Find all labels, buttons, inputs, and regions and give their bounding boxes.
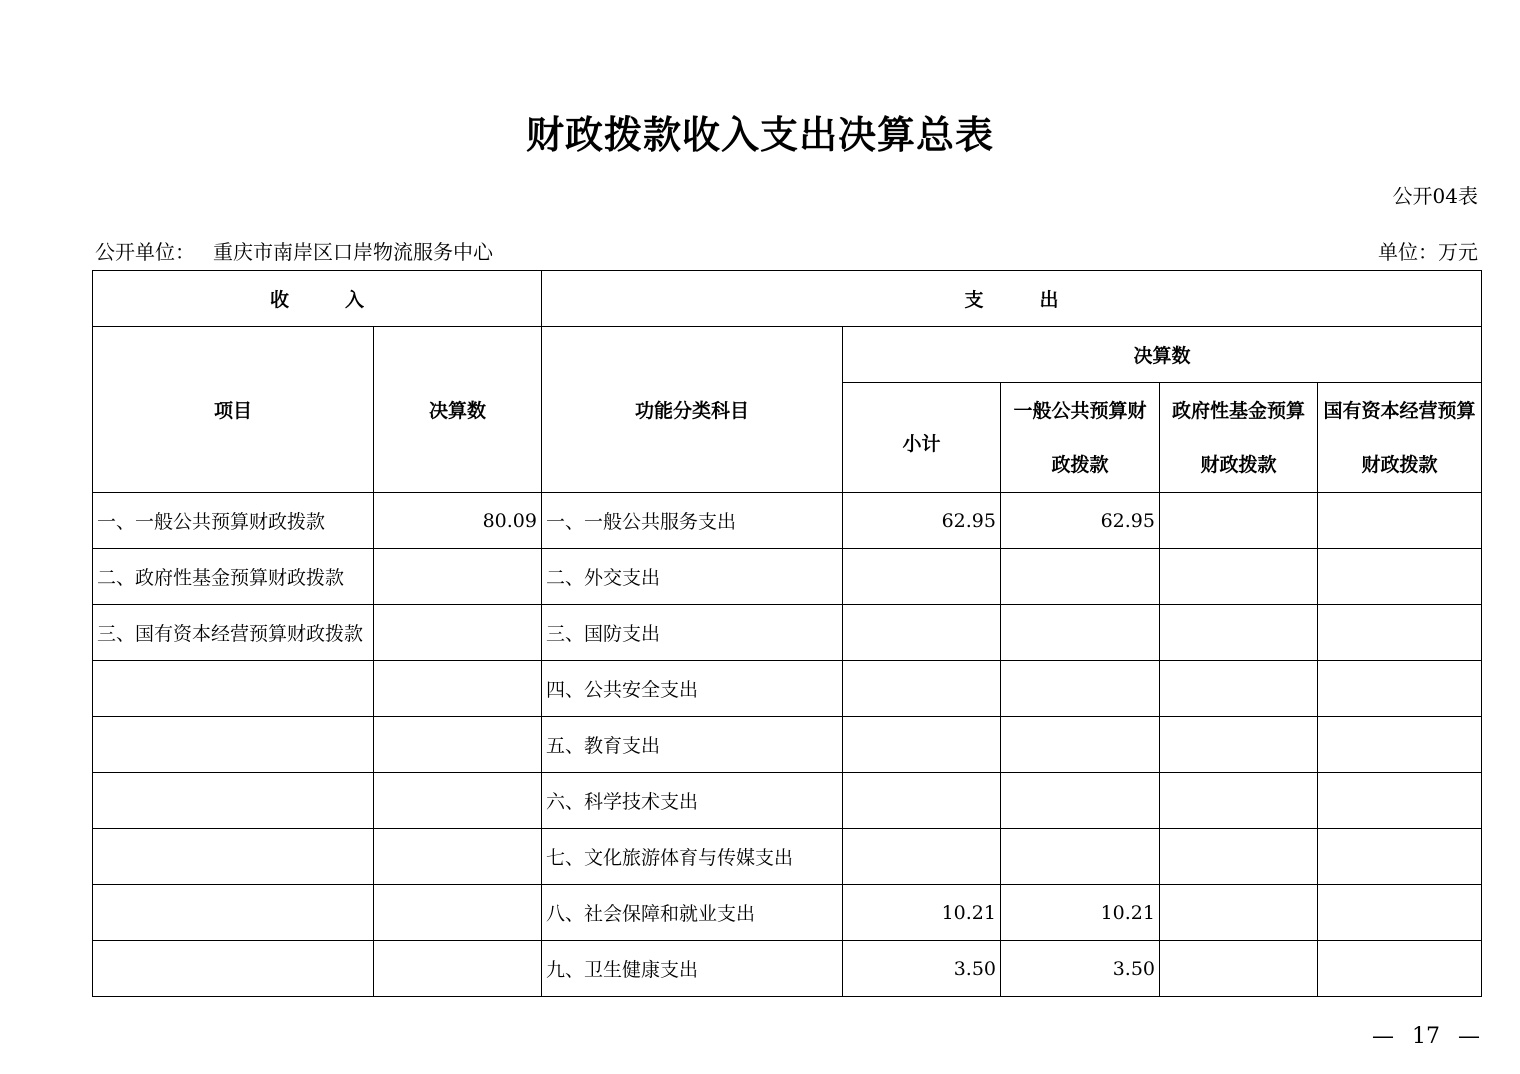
income-amount-cell bbox=[374, 717, 542, 773]
income-item-cell: 一、一般公共预算财政拨款 bbox=[93, 493, 374, 549]
table-row bbox=[93, 717, 1482, 773]
budget-table bbox=[92, 270, 1482, 997]
header-amount: 决算数 bbox=[374, 327, 542, 493]
table-row bbox=[93, 493, 1482, 549]
header-func-category: 功能分类科目 bbox=[542, 327, 843, 493]
income-item-cell bbox=[93, 773, 374, 829]
table-row bbox=[93, 941, 1482, 997]
expense-item-cell: 二、外交支出 bbox=[542, 549, 843, 605]
table-row bbox=[93, 829, 1482, 885]
gov-fund-cell bbox=[1160, 661, 1318, 717]
general-budget-cell bbox=[1001, 661, 1160, 717]
income-amount-cell: 80.09 bbox=[374, 493, 542, 549]
page-title: 财政拨款收入支出决算总表 bbox=[525, 112, 994, 157]
subtotal-cell: 3.50 bbox=[843, 941, 1001, 997]
table-row bbox=[93, 885, 1482, 941]
header-subtotal: 小计 bbox=[843, 383, 1001, 493]
general-budget-cell bbox=[1001, 605, 1160, 661]
soe-capital-cell bbox=[1318, 773, 1482, 829]
income-amount-cell bbox=[374, 549, 542, 605]
subtotal-cell bbox=[843, 717, 1001, 773]
income-amount-cell bbox=[374, 885, 542, 941]
income-amount-cell bbox=[374, 829, 542, 885]
currency-unit: 单位：万元 bbox=[1378, 240, 1478, 264]
soe-capital-cell bbox=[1318, 493, 1482, 549]
header-gov-fund: 政府性基金预算 财政拨款 bbox=[1160, 383, 1318, 493]
expense-item-cell: 八、社会保障和就业支出 bbox=[542, 885, 843, 941]
table-row bbox=[93, 773, 1482, 829]
subtotal-cell bbox=[843, 549, 1001, 605]
reporting-unit bbox=[95, 236, 493, 265]
general-budget-cell bbox=[1001, 773, 1160, 829]
header-soe-capital: 国有资本经营预算 财政拨款 bbox=[1318, 383, 1482, 493]
soe-capital-cell bbox=[1318, 605, 1482, 661]
income-amount-cell bbox=[374, 661, 542, 717]
soe-capital-cell bbox=[1318, 717, 1482, 773]
income-item-cell: 三、国有资本经营预算财政拨款 bbox=[93, 605, 374, 661]
expense-item-cell: 四、公共安全支出 bbox=[542, 661, 843, 717]
general-budget-cell bbox=[1001, 717, 1160, 773]
general-budget-cell: 10.21 bbox=[1001, 885, 1160, 941]
soe-capital-cell bbox=[1318, 829, 1482, 885]
income-item-cell bbox=[93, 885, 374, 941]
expense-item-cell: 七、文化旅游体育与传媒支出 bbox=[542, 829, 843, 885]
general-budget-cell: 3.50 bbox=[1001, 941, 1160, 997]
section-header-row bbox=[93, 271, 1482, 327]
subtotal-cell: 62.95 bbox=[843, 493, 1001, 549]
table-row bbox=[93, 605, 1482, 661]
table-row bbox=[93, 661, 1482, 717]
general-budget-cell bbox=[1001, 829, 1160, 885]
table-row bbox=[93, 549, 1482, 605]
income-item-cell bbox=[93, 717, 374, 773]
gov-fund-cell bbox=[1160, 829, 1318, 885]
subtotal-cell bbox=[843, 773, 1001, 829]
header-final-amount: 决算数 bbox=[843, 327, 1482, 383]
income-amount-cell bbox=[374, 605, 542, 661]
income-amount-cell bbox=[374, 773, 542, 829]
page-number: — 17 — bbox=[1372, 1024, 1480, 1049]
expense-item-cell: 九、卫生健康支出 bbox=[542, 941, 843, 997]
subtotal-cell bbox=[843, 605, 1001, 661]
soe-capital-cell bbox=[1318, 885, 1482, 941]
header-general-budget: 一般公共预算财 政拨款 bbox=[1001, 383, 1160, 493]
gov-fund-cell bbox=[1160, 605, 1318, 661]
soe-capital-cell bbox=[1318, 661, 1482, 717]
income-item-cell bbox=[93, 941, 374, 997]
general-budget-cell bbox=[1001, 549, 1160, 605]
general-budget-cell: 62.95 bbox=[1001, 493, 1160, 549]
income-item-cell bbox=[93, 661, 374, 717]
expense-item-cell: 一、一般公共服务支出 bbox=[542, 493, 843, 549]
income-amount-cell bbox=[374, 941, 542, 997]
soe-capital-cell bbox=[1318, 941, 1482, 997]
unit-label: 公开单位： bbox=[95, 240, 195, 264]
header-item: 项目 bbox=[93, 327, 374, 493]
subtotal-cell bbox=[843, 661, 1001, 717]
expense-section-header: 支 出 bbox=[542, 271, 1482, 327]
subtotal-cell bbox=[843, 829, 1001, 885]
column-header-row-1 bbox=[93, 327, 1482, 383]
gov-fund-cell bbox=[1160, 773, 1318, 829]
income-section-header: 收 入 bbox=[93, 271, 542, 327]
expense-item-cell: 五、教育支出 bbox=[542, 717, 843, 773]
form-code: 公开04表 bbox=[1392, 184, 1478, 208]
gov-fund-cell bbox=[1160, 549, 1318, 605]
subtotal-cell: 10.21 bbox=[843, 885, 1001, 941]
expense-item-cell: 六、科学技术支出 bbox=[542, 773, 843, 829]
gov-fund-cell bbox=[1160, 493, 1318, 549]
gov-fund-cell bbox=[1160, 941, 1318, 997]
income-item-cell bbox=[93, 829, 374, 885]
unit-name: 重庆市南岸区口岸物流服务中心 bbox=[213, 240, 493, 264]
soe-capital-cell bbox=[1318, 549, 1482, 605]
gov-fund-cell bbox=[1160, 885, 1318, 941]
gov-fund-cell bbox=[1160, 717, 1318, 773]
expense-item-cell: 三、国防支出 bbox=[542, 605, 843, 661]
income-item-cell: 二、政府性基金预算财政拨款 bbox=[93, 549, 374, 605]
